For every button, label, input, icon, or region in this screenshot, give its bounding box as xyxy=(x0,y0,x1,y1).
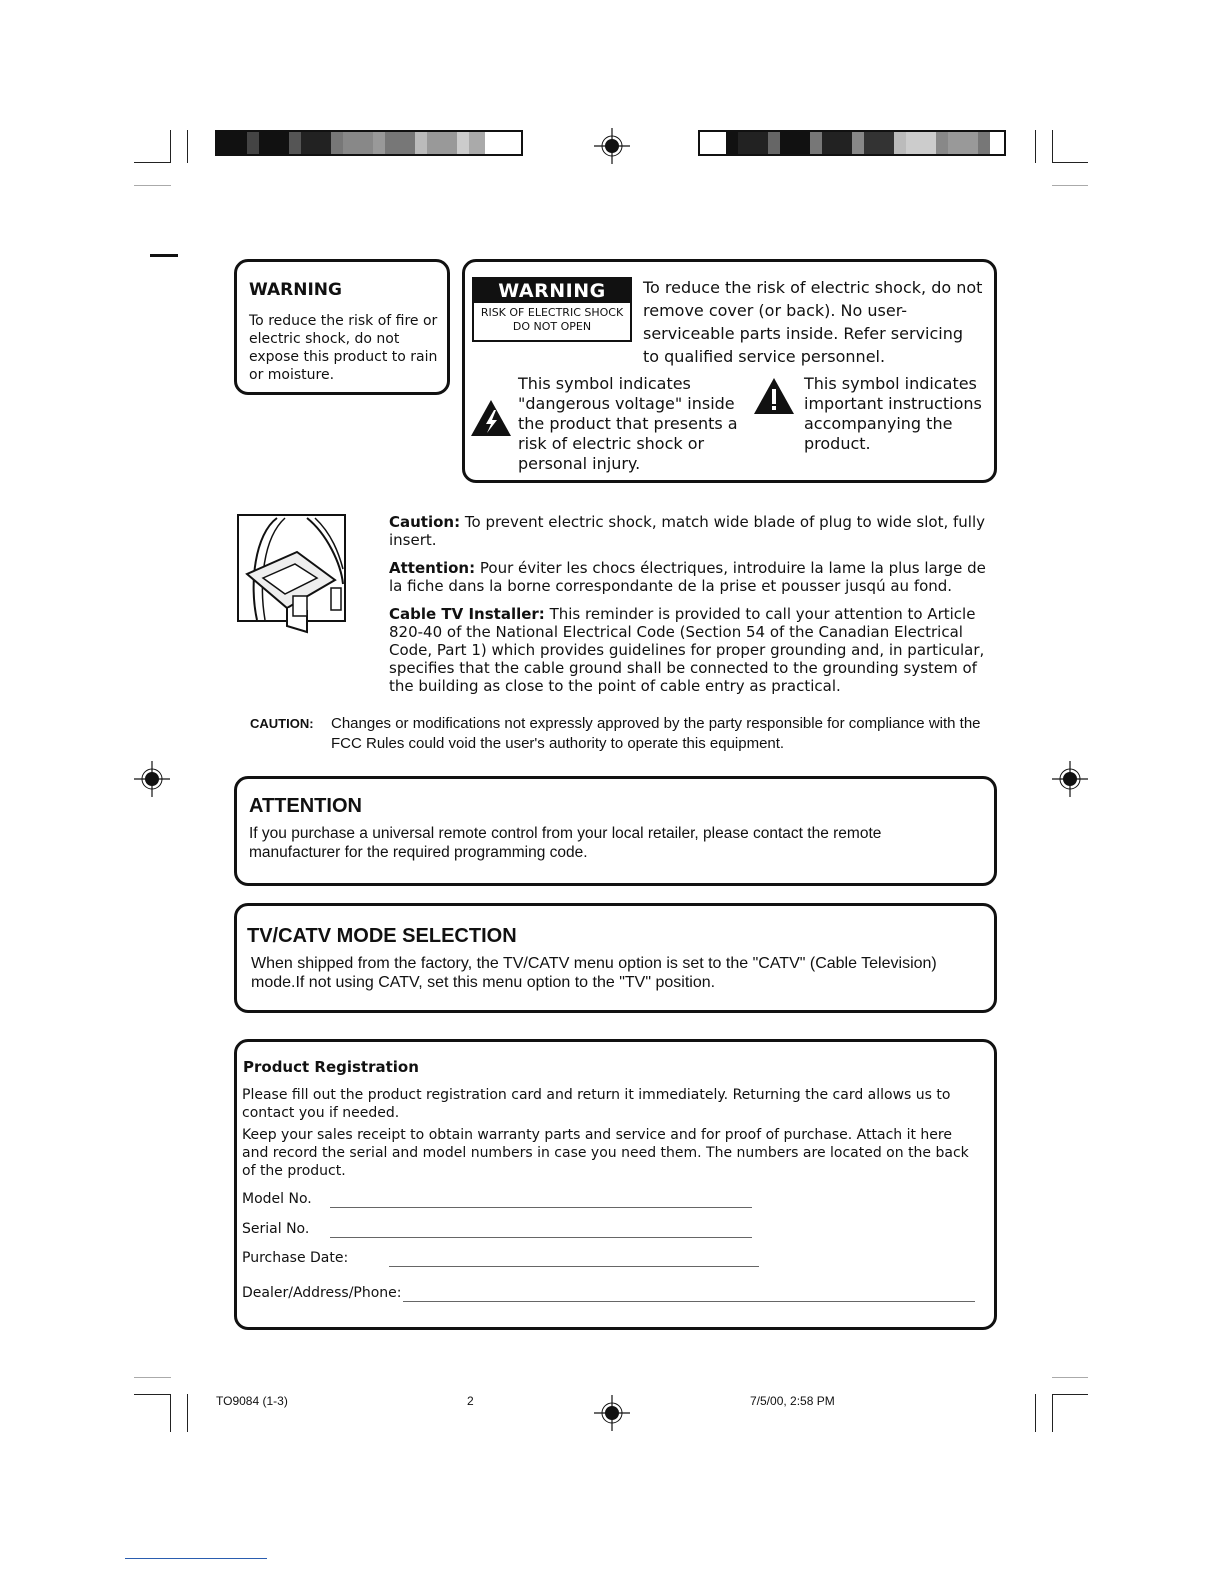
model-input-line[interactable] xyxy=(330,1207,752,1208)
exclamation-triangle-icon xyxy=(752,376,796,416)
attention-title: ATTENTION xyxy=(249,795,362,817)
crosshair-icon xyxy=(592,1393,632,1433)
warning-label-title: WARNING xyxy=(474,279,630,303)
tvcatv-box xyxy=(234,903,997,1013)
serial-input-line[interactable] xyxy=(330,1237,752,1238)
crosshair-icon xyxy=(132,759,172,799)
plug-caution xyxy=(389,513,994,549)
dealer-input-line[interactable] xyxy=(403,1301,975,1302)
tvcatv-text: When shipped from the factory, the TV/CATV menu option is set to the "CATV" (Cable Television) mode.If not using CATV, set this menu option to the "TV" position. xyxy=(251,955,937,991)
installer-label: Cable TV Installer: xyxy=(389,605,545,623)
symbol2-text: This symbol indicates important instructions accompanying the product. xyxy=(804,374,982,453)
fcc-label: CAUTION: xyxy=(250,716,314,731)
crosshair-icon xyxy=(1050,759,1090,799)
plug-attention xyxy=(389,559,994,595)
serial-label: Serial No. xyxy=(242,1221,310,1237)
warning-label xyxy=(472,277,632,342)
warning-label-line1: RISK OF ELECTRIC SHOCK xyxy=(480,306,624,319)
plug-installer xyxy=(389,605,994,695)
crosshair-icon xyxy=(592,126,632,166)
footer-timestamp: 7/5/00, 2:58 PM xyxy=(750,1394,835,1408)
attention-box xyxy=(234,776,997,886)
color-bar-right xyxy=(698,130,1006,156)
warning-title: WARNING xyxy=(249,280,342,300)
purchase-label: Purchase Date: xyxy=(242,1250,349,1266)
caution-label: Caution: xyxy=(389,513,461,531)
registration-para1: Please fill out the product registration card and return it immediately. Returning the card allows us to contact you if needed. xyxy=(242,1087,951,1121)
fcc-text: Changes or modifications not expressly approved by the party responsible for compliance with the FCC Rules could void the user's authority to operate this equipment. xyxy=(331,715,981,752)
plug-icon xyxy=(237,514,347,634)
warning-box-small xyxy=(234,259,450,395)
attention-text: Pour éviter les chocs électriques, introduire la lame la plus large de la fiche dans la borne correspondante de la prise et pousser jusqú au fond. xyxy=(389,559,986,595)
symbol1-text: This symbol indicates "dangerous voltage" inside the product that presents a risk of electric shock or personal injury. xyxy=(518,374,738,473)
lightning-triangle-icon xyxy=(469,398,513,438)
dealer-label: Dealer/Address/Phone: xyxy=(242,1285,402,1301)
attention-text: If you purchase a universal remote control from your local retailer, please contact the remote manufacturer for the required programming code. xyxy=(249,825,882,861)
warning-large-text: To reduce the risk of electric shock, do not remove cover (or back). No user-serviceable parts inside. Refer servicing to qualified service personnel. xyxy=(643,278,983,366)
serial-row xyxy=(242,1221,309,1237)
registration-para2: Keep your sales receipt to obtain warranty parts and service and for proof of purchase. Attach it here and record the serial and model numbers in case you need them. The numbers are located on the back of the product. xyxy=(242,1127,969,1179)
caution-text: To prevent electric shock, match wide blade of plug to wide slot, fully insert. xyxy=(389,513,985,549)
model-label: Model No. xyxy=(242,1191,312,1207)
dealer-row xyxy=(242,1285,402,1301)
warning-label-line2: DO NOT OPEN xyxy=(512,320,592,333)
attention-label: Attention: xyxy=(389,559,476,577)
footer-doc-code: TO9084 (1-3) xyxy=(216,1394,288,1408)
warning-text: To reduce the risk of fire or electric shock, do not expose this product to rain or moisture. xyxy=(249,313,438,383)
footer-page-number: 2 xyxy=(467,1394,474,1408)
tvcatv-title: TV/CATV MODE SELECTION xyxy=(247,925,517,947)
model-row xyxy=(242,1191,312,1207)
color-bar-left xyxy=(215,130,523,156)
purchase-input-line[interactable] xyxy=(389,1266,759,1267)
purchase-row xyxy=(242,1250,348,1266)
installer-text: This reminder is provided to call your attention to Article 820-40 of the National Electrical Code (Section 54 of the Canadian Electrical Code, Part 1) which provides guidelines for proper grounding and, in particular, specifies that the cable ground shall be connected to the grounding system of the building as close to the point of cable entry as practical. xyxy=(389,605,985,695)
registration-title: Product Registration xyxy=(243,1058,419,1076)
